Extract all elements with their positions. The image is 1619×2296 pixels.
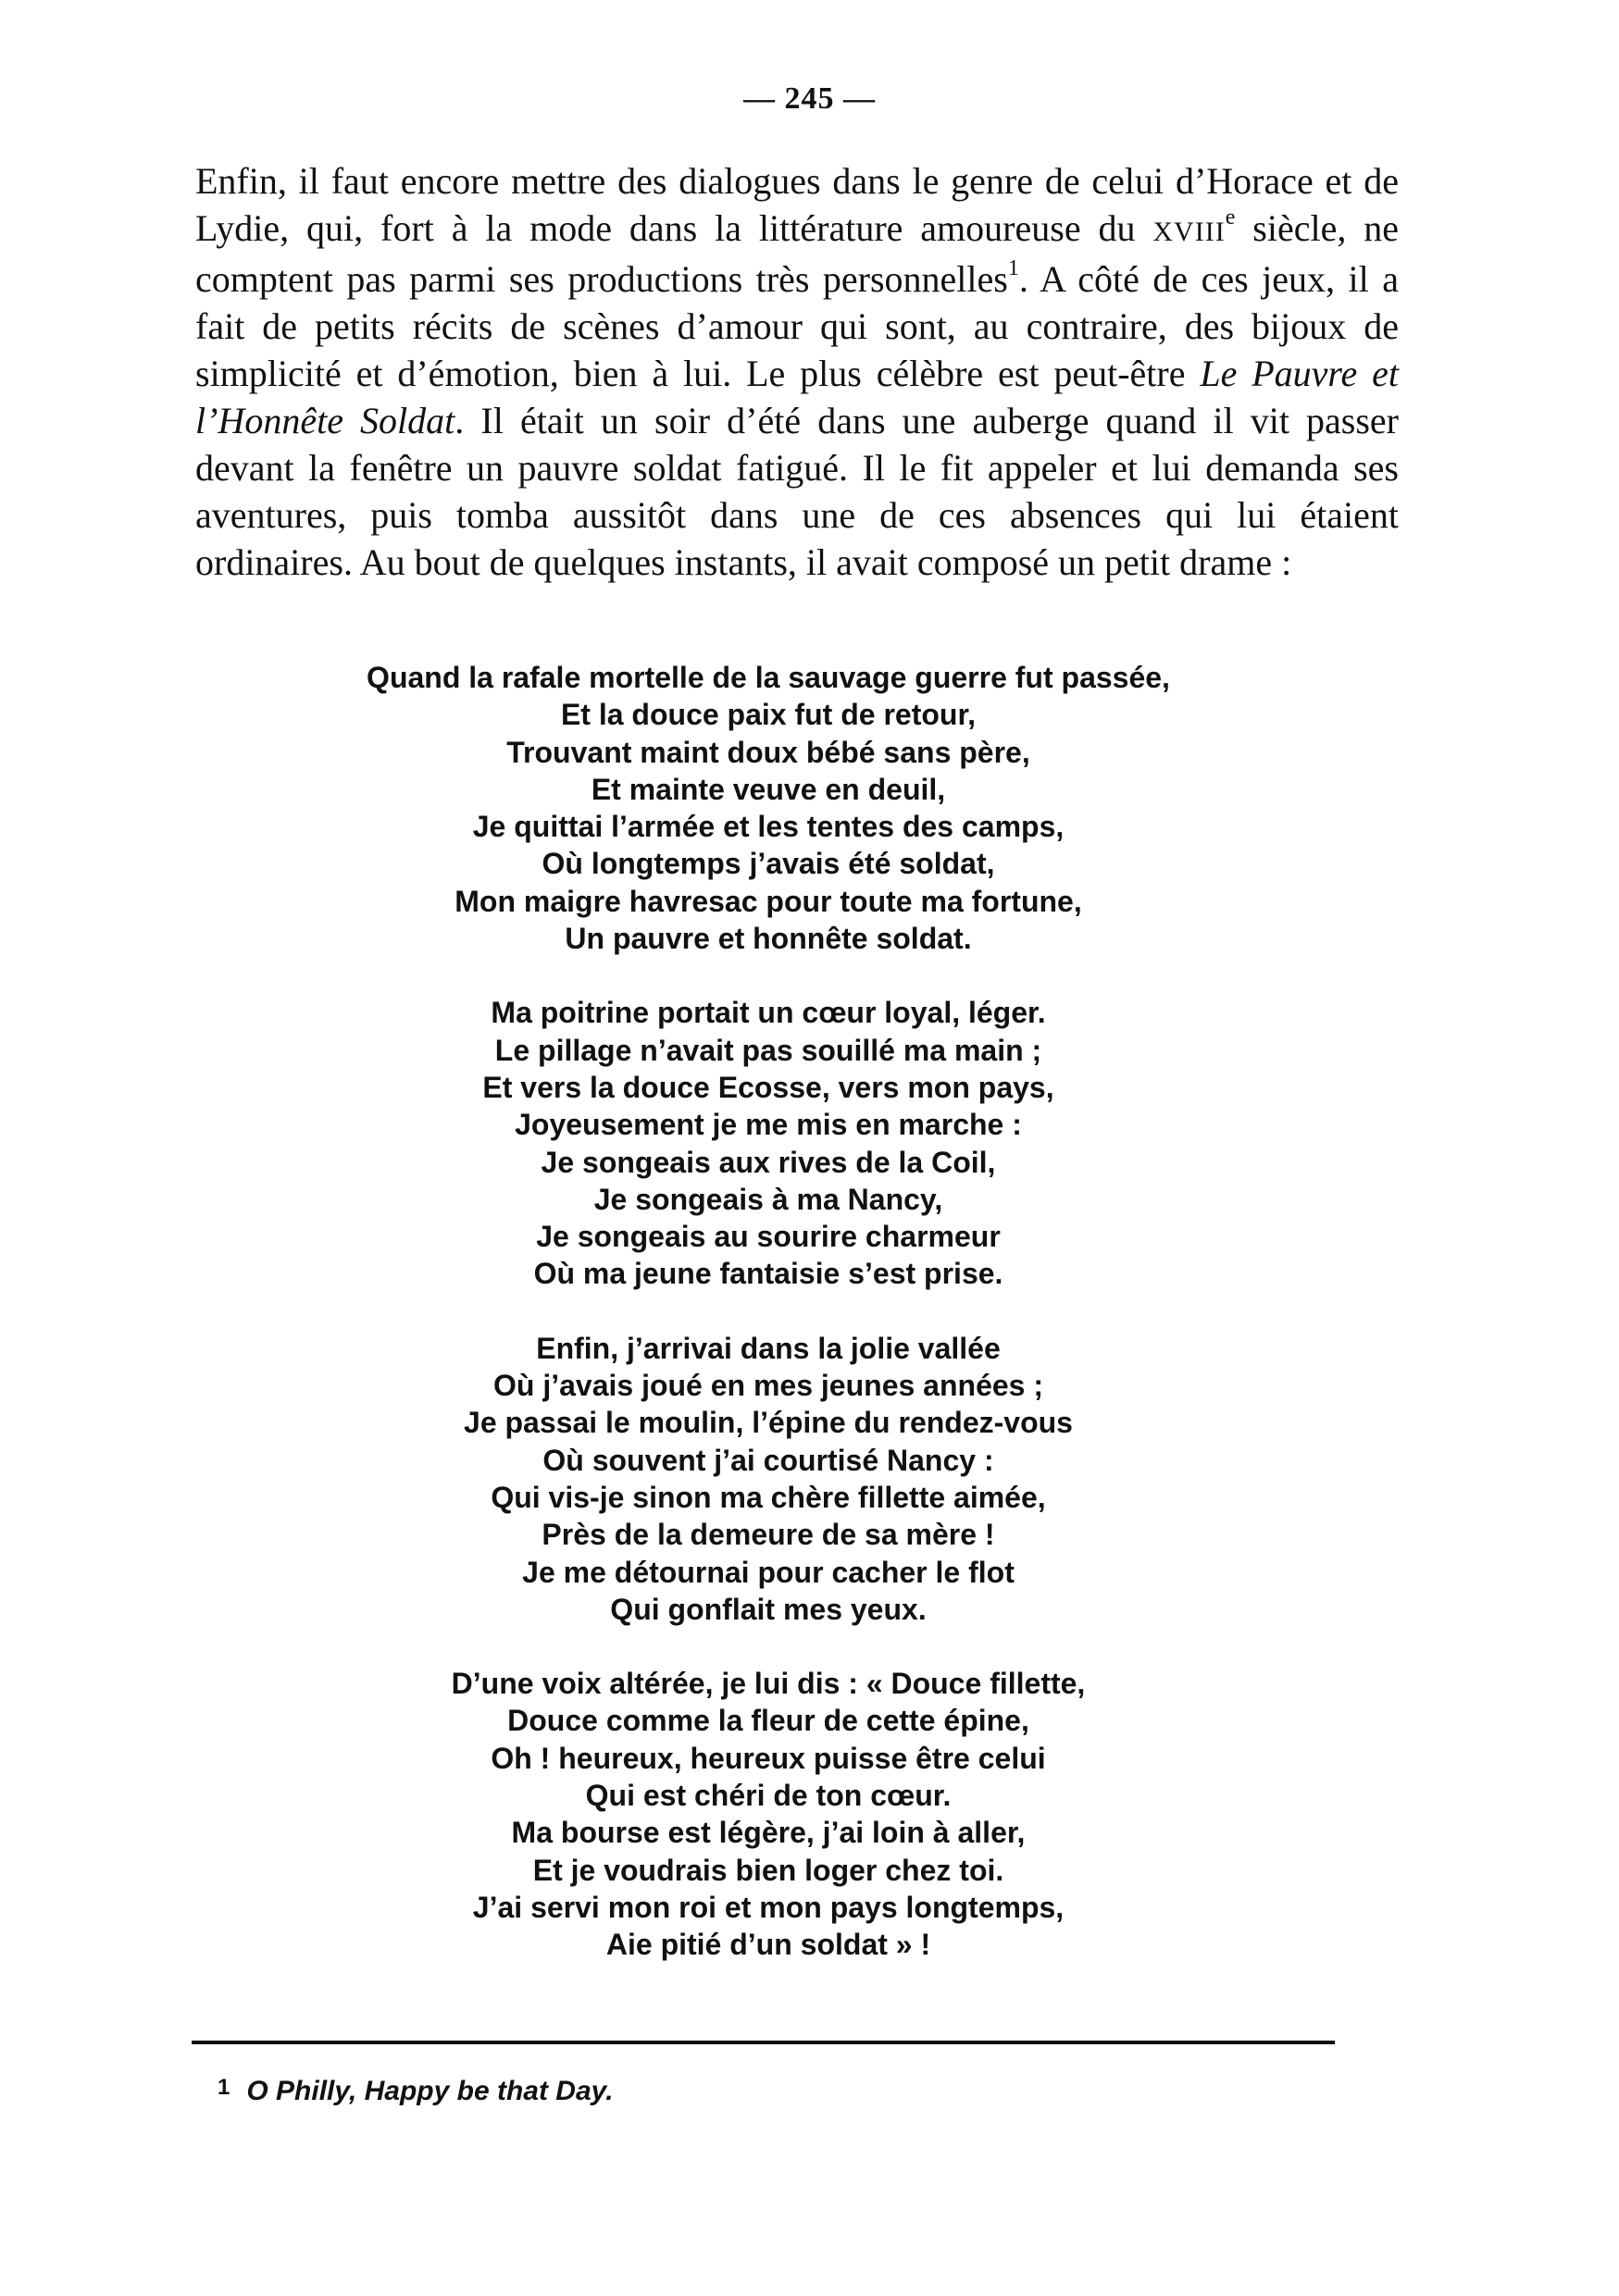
poem-line: Et mainte veuve en deuil, — [591, 772, 946, 806]
footnote-mark: 1 — [218, 2075, 230, 2100]
prose-text-4: . Il était un soir d’été dans une auberge quand il vit passer devant la fenêtre un pauvre soldat fatigué. Il le fit appeler et lui demanda ses aventures, puis tomba aussitôt dans une de ces absences qui lui étaient ordinaires. Au bout de quelques instants, il avait composé un petit drame : — [195, 400, 1400, 583]
poem-stanza-3 — [0, 1330, 1537, 1628]
poem-line: Et la douce paix fut de retour, — [560, 698, 977, 732]
century-numeral: XVIII — [1152, 217, 1226, 247]
poem-line: Joyeusement je me mis en marche : — [515, 1108, 1022, 1142]
poem-line: D’une voix altérée, je lui dis : « Douce fillette, — [451, 1667, 1086, 1701]
poem-line: Ma bourse est légère, j’ai loin à aller, — [511, 1816, 1026, 1850]
footnote-reference: 1 — [1007, 255, 1019, 280]
poem-line: Et vers la douce Ecosse, vers mon pays, — [482, 1070, 1054, 1104]
poem-stanza-4 — [0, 1665, 1537, 1963]
poem-line: J’ai servi mon roi et mon pays longtemps, — [472, 1890, 1065, 1924]
footnote-text: O Philly, Happy be that Day. — [246, 2076, 614, 2106]
prose-text-2: siècle, ne comptent pas parmi ses productions très personnelles — [195, 207, 1399, 300]
body-paragraph — [195, 157, 1399, 586]
prose-text-1: Enfin, il faut encore mettre des dialogues dans le genre de celui d’Horace et de Lydie, qui, fort à la mode dans la littérature amoureuse du — [195, 160, 1399, 249]
poem-line: Où longtemps j’avais été soldat, — [542, 847, 995, 881]
poem-line: Où ma jeune fantaisie s’est prise. — [533, 1257, 1003, 1291]
poem-line: Aie pitié d’un soldat » ! — [605, 1928, 931, 1962]
work-title: Le Pauvre et l’Honnête Soldat — [195, 353, 1400, 441]
poem-line: Un pauvre et honnête soldat. — [565, 922, 972, 956]
poem-line: Et je voudrais bien loger chez toi. — [532, 1853, 1004, 1887]
footnote-divider — [192, 2041, 1335, 2044]
poem-line: Quand la rafale mortelle de la sauvage guerre fut passée, — [367, 661, 1170, 694]
poem-line: Je songeais à ma Nancy, — [593, 1182, 943, 1216]
poem-line: Où j’avais joué en mes jeunes années ; — [492, 1369, 1043, 1403]
poem-stanza-2 — [0, 994, 1537, 1292]
poem-line: Oh ! heureux, heureux puisse être celui — [491, 1741, 1046, 1775]
poem-line: Qui gonflait mes yeux. — [610, 1592, 927, 1626]
page-number: — 245 — — [743, 81, 876, 116]
poem-line: Près de la demeure de sa mère ! — [542, 1518, 995, 1552]
poem-line: Où souvent j’ai courtisé Nancy : — [542, 1443, 994, 1477]
poem-line: Douce comme la fleur de cette épine, — [507, 1704, 1029, 1738]
poem-line: Enfin, j’arrivai dans la jolie vallée — [536, 1331, 1001, 1365]
poem-line: Qui est chéri de ton cœur. — [585, 1779, 952, 1813]
poem-line: Je quittai l’armée et les tentes des camps, — [472, 810, 1065, 844]
century-suffix: e — [1225, 205, 1236, 230]
poem-line: Ma poitrine portait un cœur loyal, léger. — [491, 996, 1046, 1030]
prose-text-3: . A côté de ces jeux, il a fait de petits récits de scènes d’amour qui sont, au contraire, des bijoux de simplicité et d’émotion, bien à lui. Le plus célèbre est peut-être — [195, 258, 1399, 394]
poem-line: Le pillage n’avait pas souillé ma main ; — [494, 1033, 1042, 1067]
poem — [0, 659, 1537, 2001]
footnote — [218, 2076, 614, 2107]
poem-line: Je me détournai pour cacher le flot — [522, 1555, 1015, 1589]
poem-line: Je passai le moulin, l’épine du rendez-vous — [464, 1406, 1073, 1440]
poem-line: Qui vis-je sinon ma chère fillette aimée, — [491, 1480, 1046, 1514]
poem-stanza-1 — [0, 659, 1537, 957]
poem-line: Je songeais au sourire charmeur — [536, 1220, 1001, 1254]
poem-line: Mon maigre havresac pour toute ma fortune, — [455, 884, 1082, 918]
poem-line: Je songeais aux rives de la Coil, — [541, 1145, 996, 1179]
poem-line: Trouvant maint doux bébé sans père, — [506, 735, 1030, 769]
